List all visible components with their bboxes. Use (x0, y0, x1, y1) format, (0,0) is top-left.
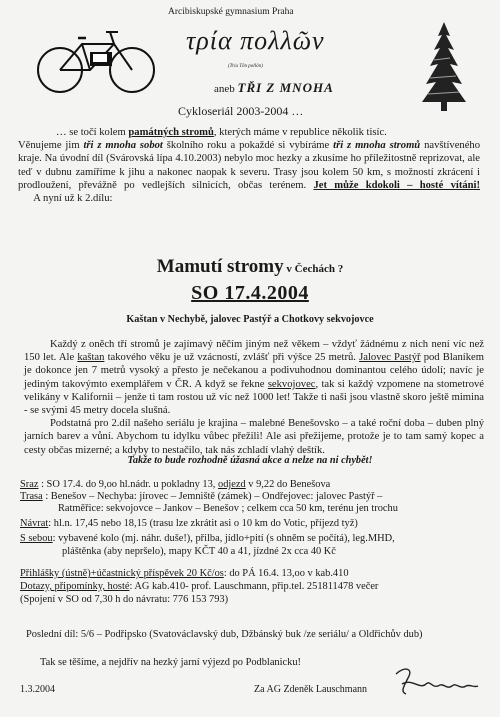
signature-line: Za AG Zdeněk Lauschmann (254, 684, 368, 695)
series-title: Cykloseriál 2003-2004 … (178, 104, 304, 118)
intro-line-1: … se točí kolem památných stromů, kterých máme v republice několik tisíc. (56, 127, 387, 138)
event-date: SO 17.4.2004 (191, 282, 309, 304)
last-episode: Poslední díl: 5/6 – Podřipsko (Svatováclavský dub, Džbánský buk /ze seriálu/ a Oldřichův dub) (26, 629, 423, 640)
info-sebou: S sebou: vybavené kolo (mj. náhr. duše!), přilba, jídlo+pití (s ohněm se počítá), leg.MHD, (20, 533, 395, 544)
info-trasa: Trasa : Benešov – Nechyba: jírovec – Jemniště (zámek) – Ondřejovec: jalovec Pastýř – (20, 491, 383, 502)
event-title: Mamutí stromy v Čechách ? (156, 256, 344, 277)
intro-text (18, 126, 480, 205)
fir-tree-icon (420, 20, 468, 112)
info-dotazy: Dotazy, připomínky, hosté: AG kab.410- prof. Lauschmann, přip.tel. 251811478 večer (20, 581, 379, 592)
closing-line: Tak se těšíme, a nejdřív na hezký jarní výjezd po Podblanicku! (40, 657, 301, 668)
school-name: Arcibiskupské gymnasium Praha (168, 7, 294, 17)
info-navrat: Návrat: hl.n. 17,45 nebo 18,15 (trasu lze zkrátit asi o 10 km do Votic, příjezd tyž) (20, 518, 358, 529)
info-sraz: Sraz : SO 17.4. do 9,oo hl.nádr. u pokladny 13, odjezd v 9,22 do Benešova (20, 479, 331, 490)
bicycle-icon (30, 24, 162, 96)
greek-title: τρία πολλῶν (186, 26, 325, 55)
body-paragraph-1: Každý z oněch tří stromů je zajímavý něčím jiným než věkem – vždyť žádnému z nich není víc než 150 let. Ale kaštan takového věku je už vzácností, zvlášť při výšce 25 metrů. Jalovec Pastýř pod Blaníkem je dokonce jen 7 metrů vysoký a přesto je nečekanou a podivuhodnou dominantou celého údolí; navíc je jediným takovýmto exemplářem v ČR. A když se řekne sekvojovec, tak si každý vzpomene na stometrové velikány v Kalifornii – jenže ti tam rostou už víc než 1000 let! Takže ti naši jsou vlastně skoro ještě mimina - se svými 45 metry docela slušná. (24, 339, 484, 417)
event-subtitle: Kaštan v Nechybě, jalovec Pastýř a Chotkovy sekvojovce (126, 314, 374, 325)
highlight-memorial-trees: památných stromů (128, 127, 214, 138)
signature-scribble (392, 664, 480, 700)
guests-welcome: Jet může kdokoli – hosté vítáni! (313, 179, 481, 191)
document-date: 1.3.2004 (20, 684, 55, 695)
aneb-title: TŘI Z MNOHA (237, 80, 334, 95)
emphasis-line: Takže to bude rozhodně úžasná akce a nelze na ni chybět! (127, 455, 373, 466)
intro-paragraph: Věnujeme jim tři z mnoha sobot školního roku a pokaždé si vybíráme tři z mnoha stromů navštíveného kraje. Na úvodní díl (Svárovská lípa 4.10.2003) nebylo moc hezky a zkusíme ho příležitostně reprizovat, ale teď v dubnu zamíříme k jihu a nakonec naopak k severu. Trasy jsou kolem 50 km, s možností zkrácení i prodloužení, převážně po vedlejších silnicích, občas terénem. Jet může kdokoli – hosté vítáni! A nyní už k 2.dílu: (18, 140, 481, 205)
aneb-prefix: aneb (214, 83, 235, 95)
greek-subtitle: (Tria Tôn pollôn) (228, 64, 263, 69)
info-spojeni: (Spojení v SO od 7,30 h do návratu: 776 153 793) (20, 594, 229, 605)
info-sebou-2: pláštěnka (aby nepršelo), mapy KČT 40 a 41, jízdné 2x cca 40 Kč (62, 546, 336, 557)
body-paragraph-2: Podstatná pro 2.díl našeho seriálu je krajina – malebné Benešovsko – a také roční doba – duben plný jarních barev a vůní. Abychom tu idylku vůbec přežili! Ale asi přežijeme, protože je to tam samý kopec a cesty občas mizerné; a kdyby to nestačilo, tak nás zchladí vlahý deštík. (24, 418, 484, 456)
aneb-line (214, 80, 334, 96)
body-text (24, 338, 484, 457)
info-prihlasky: Přihlášky (ústně)+účastnický příspěvek 20 Kč/os: do PÁ 16.4. 13,oo v kab.410 (20, 568, 349, 579)
info-trasa-2: Ratměřice: sekvojovce – Jankov – Benešov ; celkem cca 50 km, terénu jen trochu (58, 503, 398, 514)
